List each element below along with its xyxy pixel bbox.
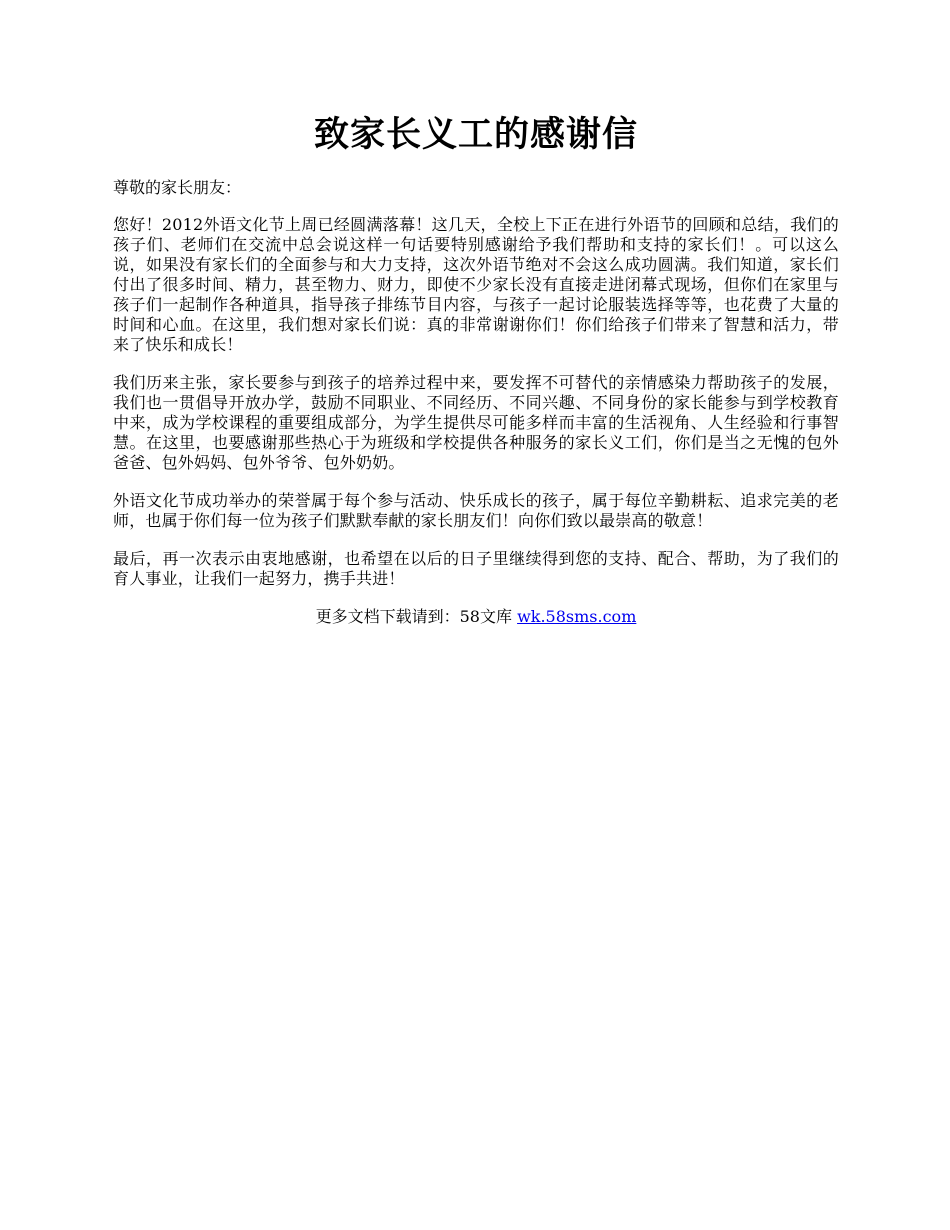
paragraph-2: 我们历来主张，家长要参与到孩子的培养过程中来，要发挥不可替代的亲情感染力帮助孩子的发展，我们也一贯倡导开放办学，鼓励不同职业、不同经历、不同兴趣、不同身份的家长能参与到学校教育中来，成为学校课程的重要组成部分，为学生提供尽可能多样而丰富的生活视角、人生经验和行事智慧。在这里，也要感谢那些热心于为班级和学校提供各种服务的家长义工们，你们是当之无愧的包外爸爸、包外妈妈、包外爷爷、包外奶奶。 [113, 373, 839, 472]
salutation: 尊敬的家长朋友： [113, 178, 242, 197]
paragraph-1: 您好！2012外语文化节上周已经圆满落幕！这几天，全校上下正在进行外语节的回顾和总结，我们的孩子们、老师们在交流中总会说这样一句话要特别感谢给予我们帮助和支持的家长们！。可以这么说，如果没有家长们的全面参与和大力支持，这次外语节绝对不会这么成功圆满。我们知道，家长们付出了很多时间、精力，甚至物力、财力，即使不少家长没有直接走进闭幕式现场，但你们在家里与孩子们一起制作各种道具，指导孩子排练节目内容，与孩子一起讨论服装选择等等，也花费了大量的时间和心血。在这里，我们想对家长们说：真的非常谢谢你们！你们给孩子们带来了智慧和活力，带来了快乐和成长！ [113, 215, 839, 354]
paragraph-4: 最后，再一次表示由衷地感谢，也希望在以后的日子里继续得到您的支持、配合、帮助，为了我们的育人事业，让我们一起努力，携手共进！ [113, 549, 839, 588]
document-page [113, 110, 839, 627]
footer-text: 更多文档下载请到：58文库 [315, 607, 518, 626]
paragraph-3: 外语文化节成功举办的荣誉属于每个参与活动、快乐成长的孩子，属于每位辛勤耕耘、追求完美的老师，也属于你们每一位为孩子们默默奉献的家长朋友们！向你们致以最崇高的敬意！ [113, 491, 839, 530]
page-title: 致家长义工的感谢信 [313, 114, 638, 155]
footer-link[interactable]: wk.58sms.com [517, 607, 637, 626]
download-footer [113, 607, 839, 627]
